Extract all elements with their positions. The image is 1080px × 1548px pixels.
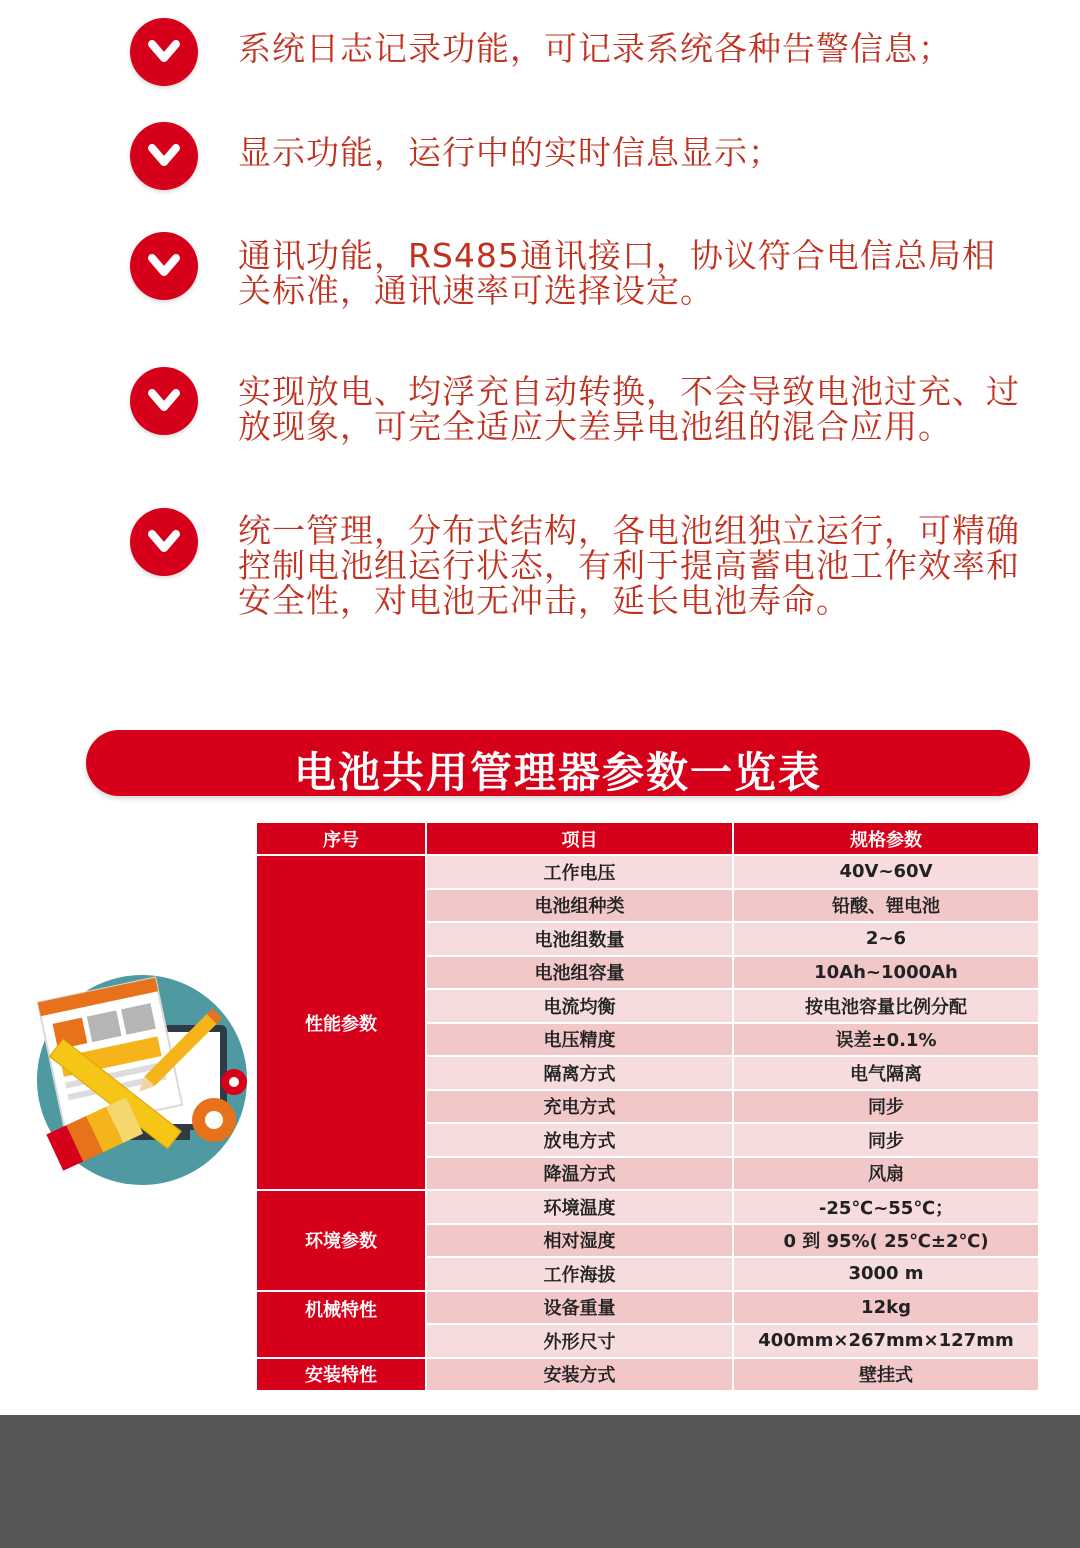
feature-text: 统一管理，分布式结构，各电池组独立运行，可精确控制电池组运行状态，有利于提高蓄电池工作效率和安全性，对电池无冲击，延长电池寿命。 bbox=[238, 511, 1020, 620]
check-chevron-icon bbox=[130, 232, 198, 300]
table-row bbox=[256, 1291, 1039, 1325]
row-value: 按电池容量比例分配 bbox=[733, 989, 1039, 1023]
row-item: 电池组数量 bbox=[426, 922, 733, 956]
row-item: 电池组容量 bbox=[426, 956, 733, 990]
row-item: 外形尺寸 bbox=[426, 1324, 733, 1358]
check-chevron-icon bbox=[130, 367, 198, 435]
feature-text: 系统日志记录功能，可记录系统各种告警信息； bbox=[238, 29, 952, 68]
row-item: 电压精度 bbox=[426, 1023, 733, 1057]
row-item: 隔离方式 bbox=[426, 1056, 733, 1090]
row-value: 400mm×267mm×127mm bbox=[733, 1324, 1039, 1358]
banner-title: 电池共用管理器参数一览表 bbox=[293, 748, 822, 797]
row-item: 环境温度 bbox=[426, 1190, 733, 1224]
section-banner bbox=[86, 730, 1030, 796]
table-row bbox=[256, 855, 1039, 889]
row-value: 40V~60V bbox=[733, 855, 1039, 889]
row-value: -25℃~55℃； bbox=[733, 1190, 1039, 1224]
feature-text: 通讯功能，RS485通讯接口，协议符合电信总局相关标准，通讯速率可选择设定。 bbox=[238, 236, 996, 310]
row-item: 电池组种类 bbox=[426, 889, 733, 923]
group-installation: 安装特性 bbox=[256, 1358, 426, 1392]
row-value: 铅酸、锂电池 bbox=[733, 889, 1039, 923]
table-header-row bbox=[256, 822, 1039, 855]
feature-text: 实现放电、均浮充自动转换，不会导致电池过充、过放现象，可完全适应大差异电池组的混合应用。 bbox=[238, 372, 1020, 446]
table-row bbox=[256, 1358, 1039, 1392]
header-item: 项目 bbox=[426, 822, 733, 855]
row-item: 充电方式 bbox=[426, 1090, 733, 1124]
check-chevron-icon bbox=[130, 508, 198, 576]
group-mechanical: 机械特性 bbox=[256, 1291, 426, 1358]
row-item: 设备重量 bbox=[426, 1291, 733, 1325]
row-item: 相对湿度 bbox=[426, 1224, 733, 1258]
row-item: 放电方式 bbox=[426, 1123, 733, 1157]
feature-text: 显示功能，运行中的实时信息显示； bbox=[238, 133, 782, 172]
row-item: 工作海拔 bbox=[426, 1257, 733, 1291]
row-item: 电流均衡 bbox=[426, 989, 733, 1023]
group-performance: 性能参数 bbox=[256, 855, 426, 1190]
row-value: 风扇 bbox=[733, 1157, 1039, 1191]
header-spec: 规格参数 bbox=[733, 822, 1039, 855]
row-value: 同步 bbox=[733, 1090, 1039, 1124]
row-value: 0 到 95%( 25℃±2℃) bbox=[733, 1224, 1039, 1258]
row-value: 3000 m bbox=[733, 1257, 1039, 1291]
footer-bar bbox=[0, 1415, 1080, 1548]
row-item: 降温方式 bbox=[426, 1157, 733, 1191]
row-value: 同步 bbox=[733, 1123, 1039, 1157]
row-item: 安装方式 bbox=[426, 1358, 733, 1392]
check-chevron-icon bbox=[130, 122, 198, 190]
spec-table bbox=[255, 821, 1040, 1392]
row-value: 10Ah~1000Ah bbox=[733, 956, 1039, 990]
check-chevron-icon bbox=[130, 18, 198, 86]
header-index: 序号 bbox=[256, 822, 426, 855]
group-environment: 环境参数 bbox=[256, 1190, 426, 1291]
design-tools-illustration bbox=[22, 970, 252, 1200]
row-value: 12kg bbox=[733, 1291, 1039, 1325]
row-value: 2~6 bbox=[733, 922, 1039, 956]
row-value: 电气隔离 bbox=[733, 1056, 1039, 1090]
row-value: 壁挂式 bbox=[733, 1358, 1039, 1392]
row-value: 误差±0.1% bbox=[733, 1023, 1039, 1057]
row-item: 工作电压 bbox=[426, 855, 733, 889]
table-row bbox=[256, 1190, 1039, 1224]
